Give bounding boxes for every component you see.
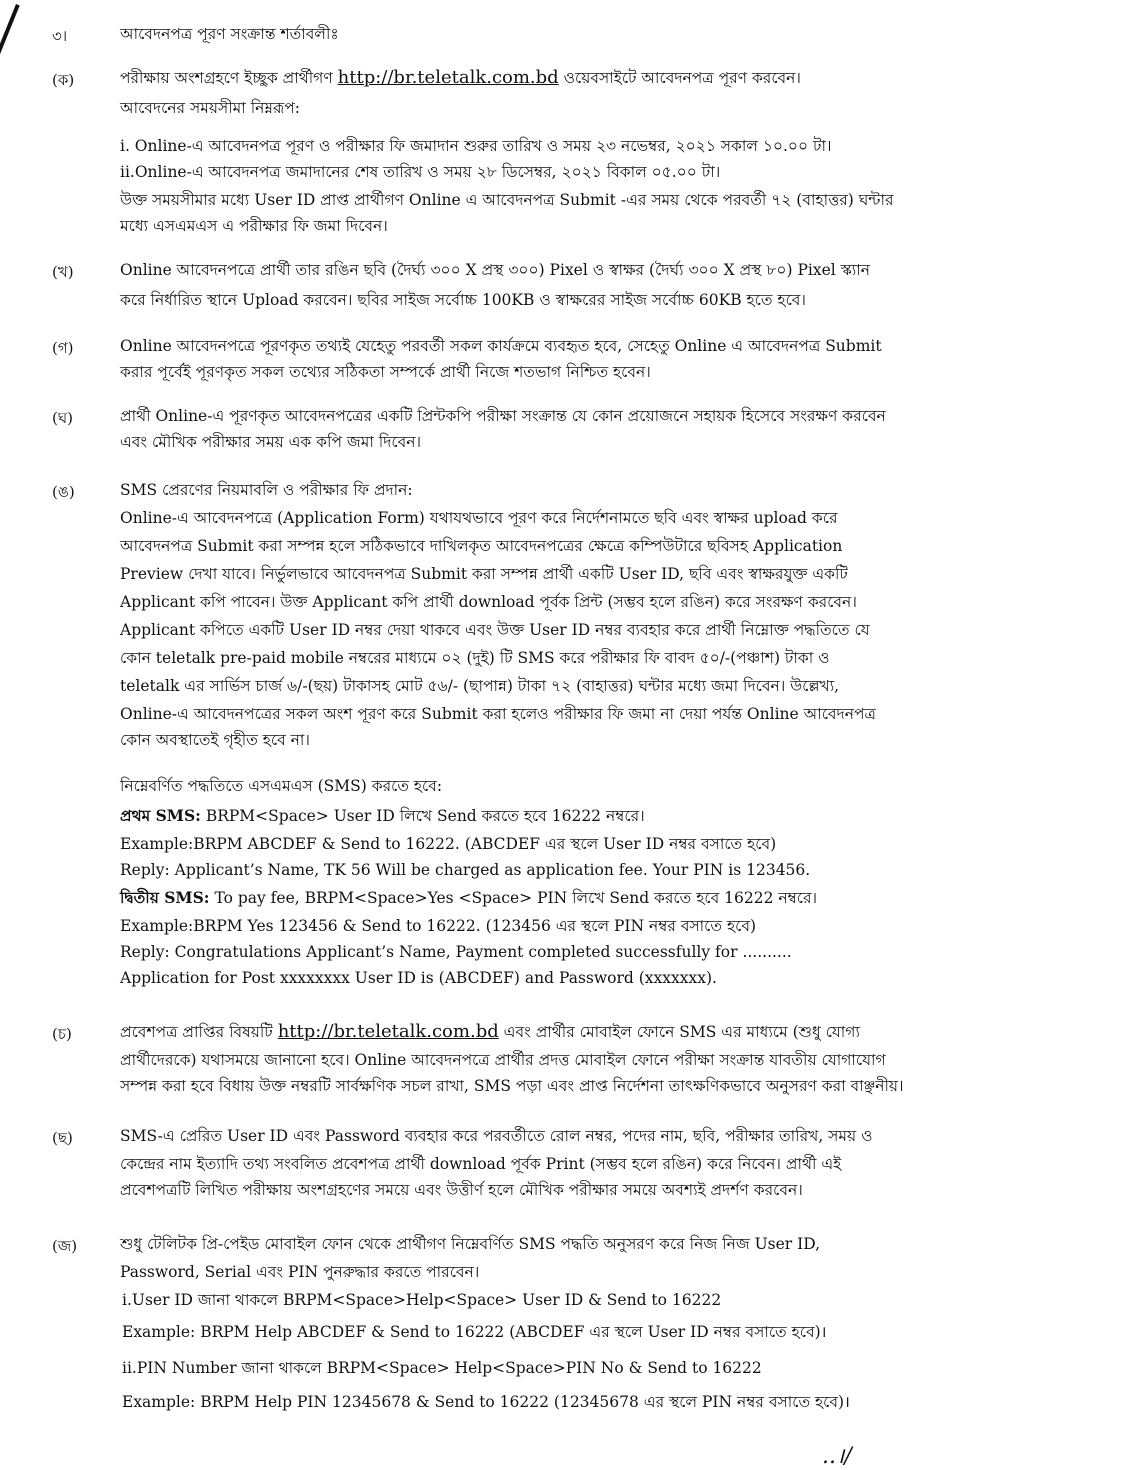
uma-line-7: teletalk এর সার্ভিস চার্জ ৬/-(ছয়) টাকাসহ মোট ৫৬/- (ছাপান্ন) টাকা ৭২ (বাহাত্তর) ঘন্টার মধ্যে জমা দিবেন। উল্লেখ্য, (120, 677, 840, 695)
margin-slash-mark (0, 4, 20, 96)
chha-line-1: SMS-এ প্রেরিত User ID এবং Password ব্যবহার করে পরবর্তীতে রোল নম্বর, পদের নাম, ছবি, পরীক্ষার তারিখ, সময় ও (120, 1127, 873, 1145)
ka-line-6: মধ্যে এসএমএস এ পরীক্ষার ফি জমা দিবেন। (120, 217, 388, 235)
ka-text-post: ওয়েবসাইটে আবেদনপত্র পূরণ করবেন। (563, 69, 801, 87)
ka-line-1 (120, 66, 801, 90)
ka-item-2: ii.Online-এ আবেদনপত্র জমাদানের শেষ তারিখ ও সময় ২৮ ডিসেম্বর, ২০২১ বিকাল ০৫.০০ টা। (120, 163, 721, 181)
uma-line-9: কোন অবস্থাতেই গৃহীত হবে না। (120, 731, 310, 749)
heading-number: ৩। (52, 27, 68, 45)
ka-line-2: আবেদনের সময়সীমা নিম্নরূপ: (120, 99, 300, 117)
cha-line-3: সম্পন্ন করা হবে বিধায় উক্ত নম্বরটি সার্বক্ষণিক সচল রাখা, SMS পড়া এবং প্রাপ্ত নির্দেশনা তাৎক্ষণিকভাবে অনুসরণ করা বাঞ্ছনীয়। (120, 1077, 904, 1095)
first-sms-label: প্রথম SMS: (120, 806, 201, 825)
uma-line-8: Online-এ আবেদনপত্রের সকল অংশ পূরণ করে Submit করা হলেও পরীক্ষার ফি জমা না দেয়া পর্যন্ত Online আবেদনপত্র (120, 705, 876, 723)
sms-heading: নিম্নেবর্ণিত পদ্ধতিতে এসএমএস (SMS) করতে হবে: (120, 777, 443, 795)
sms-reply-1: Reply: Applicant’s Name, TK 56 Will be charged as application fee. Your PIN is 123456. (120, 861, 811, 879)
uma-line-6: কোন teletalk pre-paid mobile নম্বরের মাধ্যমে ০২ (দুই) টি SMS করে পরীক্ষার ফি বাবদ ৫০/-(পঞ্চাশ) টাকা ও (120, 649, 830, 667)
cha-text-post: এবং প্রার্থীর মোবাইল ফোনে SMS এর মাধ্যমে (শুধু যোগ্য (503, 1023, 860, 1041)
gha-line-1: প্রার্থী Online-এ পূরণকৃত আবেদনপত্রের একটি প্রিন্টকপি পরীক্ষা সংক্রান্ত যে কোন প্রয়োজনে সহায়ক হিসেবে সংরক্ষণ করবেন (120, 407, 886, 425)
marker-ga: (গ) (52, 339, 74, 357)
ja-item-1: i.User ID জানা থাকলে BRPM<Space>Help<Space> User ID & Send to 16222 (122, 1291, 722, 1309)
marker-cha: (চ) (52, 1025, 72, 1043)
footer-mark: ..।/ (822, 1444, 852, 1469)
first-sms-text: BRPM<Space> User ID লিখে Send করতে হবে 16222 নম্বরে। (200, 807, 645, 825)
gha-line-2: এবং মৌখিক পরীক্ষার সময় এক কপি জমা দিবেন। (120, 433, 422, 451)
teletalk-link-2[interactable]: http://br.teletalk.com.bd (277, 1021, 499, 1042)
uma-title: SMS প্রেরণের নিয়মাবলি ও পরীক্ষার ফি প্রদান: (120, 481, 413, 499)
ja-example-1: Example: BRPM Help ABCDEF & Send to 16222 (ABCDEF এর স্থলে User ID নম্বর বসাতে হবে)। (122, 1323, 827, 1341)
first-sms-line (120, 804, 645, 828)
sms-example-2: Example:BRPM Yes 123456 & Send to 16222. (123456 এর স্থলে PIN নম্বর বসাতে হবে) (120, 917, 757, 935)
ja-line-1: শুধু টেলিটক প্রি-পেইড মোবাইল ফোন থেকে প্রার্থীগণ নিম্নেবর্ণিত SMS পদ্ধতি অনুসরণ করে নিজ নিজ User ID, (120, 1235, 821, 1253)
marker-ka: (ক) (52, 71, 75, 89)
chha-line-2: কেন্দ্রের নাম ইত্যাদি তথ্য সংবলিত প্রবেশপত্র প্রার্থী download পূর্বক Print (সম্ভব হলে রঙিন) করে নিবেন। প্রার্থী এই (120, 1155, 842, 1173)
uma-line-5: Applicant কপিতে একটি User ID নম্বর দেয়া থাকবে এবং উক্ত User ID নম্বর ব্যবহার করে প্রার্থী নিম্নোক্ত পদ্ধতিতে যে (120, 621, 870, 639)
ka-text-pre: পরীক্ষায় অংশগ্রহণে ইচ্ছুক প্রার্থীগণ (120, 69, 333, 87)
uma-line-1: Online-এ আবেদনপত্রে (Application Form) যথাযথভাবে পূরণ করে নির্দেশনামতে ছবি এবং স্বাক্ষর upload করে (120, 509, 838, 527)
kha-line-1: Online আবেদনপত্রে প্রার্থী তার রঙিন ছবি (দৈর্ঘ্য ৩০০ X প্রস্থ ৩০০) Pixel ও স্বাক্ষর (দৈর্ঘ্য ৩০০ X প্রস্থ ৮০) Pixel স্ক্যান (120, 261, 871, 279)
uma-line-3: Preview দেখা যাবে। নির্ভুলভাবে আবেদনপত্র Submit করা সম্পন্ন প্রার্থী একটি User ID, ছবি এবং স্বাক্ষরযুক্ত একটি (120, 565, 848, 583)
cha-line-1 (120, 1020, 860, 1044)
ga-line-1: Online আবেদনপত্রে পূরণকৃত তথ্যই যেহেতু পরবর্তী সকল কার্যক্রমে ব্যবহৃত হবে, সেহেতু Online এ আবেদনপত্র Submit (120, 337, 882, 355)
kha-line-2: করে নির্ধারিত স্থানে Upload করবেন। ছবির সাইজ সর্বোচ্চ 100KB ও স্বাক্ষরের সাইজ সর্বোচ্চ 60KB হতে হবে। (120, 291, 806, 309)
sms-reply-2: Reply: Congratulations Applicant’s Name, Payment completed successfully for .......... (120, 943, 792, 961)
chha-line-3: প্রবেশপত্রটি লিখিত পরীক্ষায় অংশগ্রহণের সময়ে এবং উত্তীর্ণ হলে মৌখিক পরীক্ষার সময়ে অবশ্যই প্রদর্শণ করবেন। (120, 1181, 803, 1199)
second-sms-line (120, 886, 817, 910)
ka-line-5: উক্ত সময়সীমার মধ্যে User ID প্রাপ্ত প্রার্থীগণ Online এ আবেদনপত্র Submit -এর সময় থেকে পরবর্তী ৭২ (বাহাত্তর) ঘন্টার (120, 191, 894, 209)
marker-uma: (ঙ) (52, 483, 75, 501)
cha-line-2: প্রার্থীদেরকে) যথাসময়ে জানানো হবে। Online আবেদনপত্রে প্রার্থীর প্রদত্ত মোবাইল ফোনে পরীক্ষা সংক্রান্ত যাবতীয় যোগাযোগ (120, 1051, 886, 1069)
uma-line-2: আবেদনপত্র Submit করা সম্পন্ন হলে সঠিকভাবে দাখিলকৃত আবেদনপত্রের ক্ষেত্রে কম্পিউটারে ছবিসহ Application (120, 537, 843, 555)
ga-line-2: করার পূর্বেই পূরণকৃত সকল তথ্যের সঠিকতা সম্পর্কে প্রার্থী নিজে শতভাগ নিশ্চিত হবেন। (120, 363, 651, 381)
second-sms-text: To pay fee, BRPM<Space>Yes <Space> PIN লিখে Send করতে হবে 16222 নম্বরে। (209, 889, 818, 907)
sms-reply-3: Application for Post xxxxxxxx User ID is (ABCDEF) and Password (xxxxxxx). (120, 969, 717, 987)
ja-item-2: ii.PIN Number জানা থাকলে BRPM<Space> Help<Space>PIN No & Send to 16222 (122, 1359, 762, 1377)
marker-gha: (ঘ) (52, 409, 73, 427)
sms-example-1: Example:BRPM ABCDEF & Send to 16222. (ABCDEF এর স্থলে User ID নম্বর বসাতে হবে) (120, 835, 777, 853)
uma-line-4: Applicant কপি পাবেন। উক্ত Applicant কপি প্রার্থী download পূর্বক প্রিন্ট (সম্ভব হলে রঙিন) করে সংরক্ষণ করবেন। (120, 593, 857, 611)
ja-line-2: Password, Serial এবং PIN পুনরুদ্ধার করতে পারবেন। (120, 1263, 480, 1281)
teletalk-link[interactable]: http://br.teletalk.com.bd (337, 67, 559, 88)
heading-title: আবেদনপত্র পূরণ সংক্রান্ত শর্তাবলীঃ (120, 25, 339, 43)
marker-ja: (জ) (52, 1237, 78, 1255)
ka-item-1: i. Online-এ আবেদনপত্র পূরণ ও পরীক্ষার ফি জমাদান শুরুর তারিখ ও সময় ২৩ নভেম্বর, ২০২১ সকাল ১০.০০ টা। (120, 137, 832, 155)
marker-kha: (খ) (52, 263, 74, 281)
ja-example-2: Example: BRPM Help PIN 12345678 & Send to 16222 (12345678 এর স্থলে PIN নম্বর বসাতে হবে)। (122, 1393, 850, 1411)
marker-chha: (ছ) (52, 1129, 73, 1147)
cha-text-pre: প্রবেশপত্র প্রাপ্তির বিষয়টি (120, 1023, 273, 1041)
second-sms-label: দ্বিতীয় SMS: (120, 888, 210, 907)
